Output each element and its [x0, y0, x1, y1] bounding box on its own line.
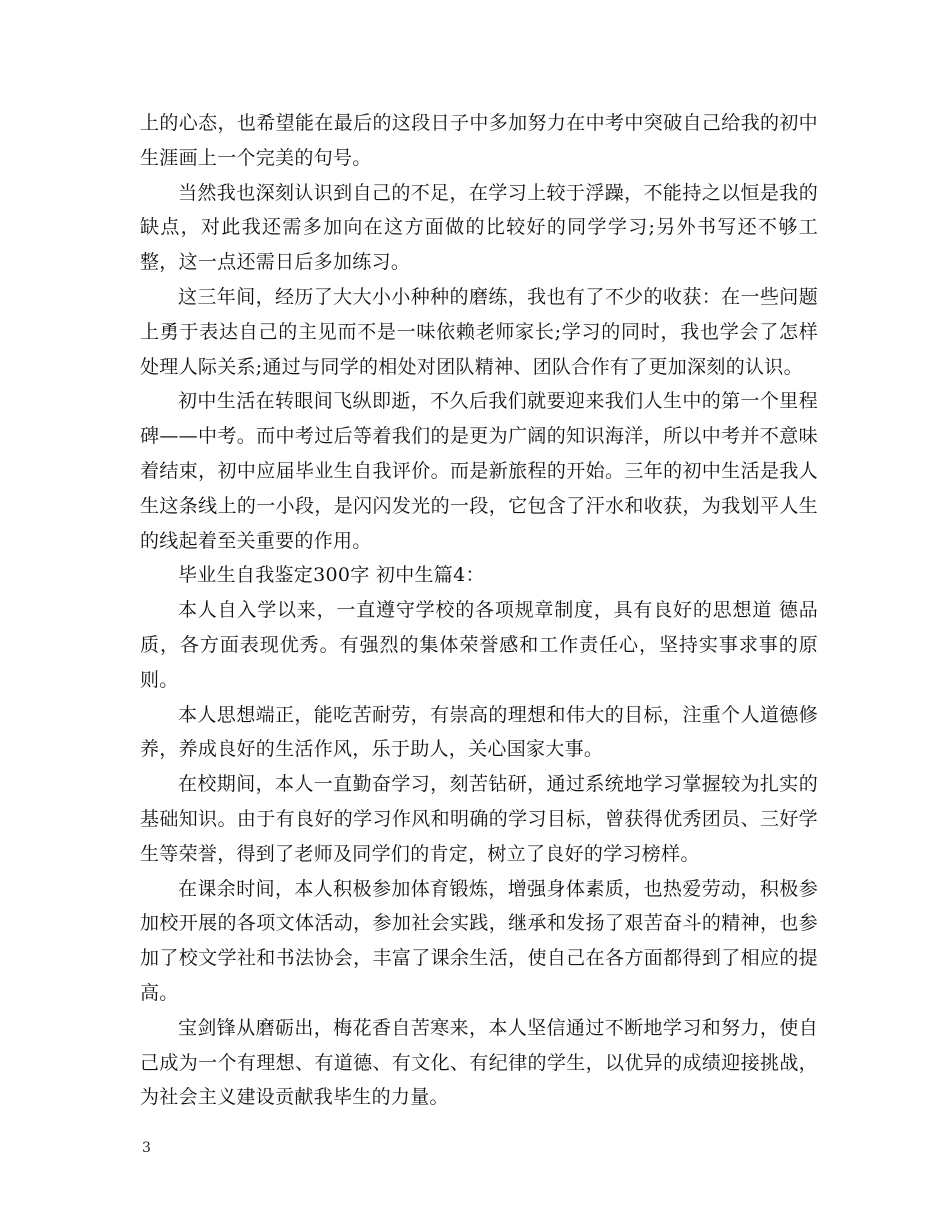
paragraph-8: 在校期间，本人一直勤奋学习，刻苦钻研，通过系统地学习掌握较为扎实的基础知识。由于有良好的学习作风和明确的学习目标，曾获得优秀团员、三好学生等荣誉，得到了老师及同学们的肯定，树立了良好的学习榜样。: [140, 773, 818, 865]
section-heading: 毕业生自我鉴定300字 初中生篇4：: [178, 564, 485, 587]
paragraph-7: 本人思想端正，能吃苦耐劳，有崇高的理想和伟大的目标，注重个人道德修养，养成良好的生活作风，乐于助人，关心国家大事。: [140, 703, 818, 761]
paragraph-4: 初中生活在转眼间飞纵即逝，不久后我们就要迎来我们人生中的第一个里程碑——中考。而中考过后等着我们的是更为广阔的知识海洋，所以中考并不意味着结束，初中应届毕业生自我评价。而是新旅程的开始。三年的初中生活是我人生这条线上的一小段，是闪闪发光的一段，它包含了汗水和收获，为我划平人生的线起着至关重要的作用。: [140, 390, 818, 552]
paragraph-3: 这三年间，经历了大大小小种种的磨练，我也有了不少的收获：在一些问题上勇于表达自己的主见而不是一味依赖老师家长;学习的同时，我也学会了怎样处理人际关系;通过与同学的相处对团队精神、团队合作有了更加深刻的认识。: [140, 285, 818, 378]
paragraph-10: 宝剑锋从磨砺出，梅花香自苦寒来，本人坚信通过不断地学习和努力，使自己成为一个有理想、有道德、有文化、有纪律的学生，以优异的成绩迎接挑战，为社会主义建设贡献我毕生的力量。: [140, 1016, 818, 1109]
paragraph-6: 本人自入学以来，一直遵守学校的各项规章制度，具有良好的思想道 德品质，各方面表现优秀。有强烈的集体荣誉感和工作责任心，坚持实事求事的原则。: [140, 599, 818, 691]
page-number: 3: [142, 1140, 151, 1156]
paragraph-9: 在课余时间，本人积极参加体育锻炼，增强身体素质，也热爱劳动，积极参加校开展的各项文体活动，参加社会实践，继承和发扬了艰苦奋斗的精神，也参加了校文学社和书法协会，丰富了课余生活，使自己在各方面都得到了相应的提高。: [140, 877, 818, 1004]
document-body: [140, 106, 818, 1115]
paragraph-1: 上的心态，也希望能在最后的这段日子中多加努力在中考中突破自己给我的初中生涯画上一个完美的句号。: [140, 112, 818, 169]
paragraph-2: 当然我也深刻认识到自己的不足，在学习上较于浮躁，不能持之以恒是我的缺点，对此我还需多加向在这方面做的比较好的同学学习;另外书写还不够工整，这一点还需日后多加练习。: [140, 181, 818, 274]
